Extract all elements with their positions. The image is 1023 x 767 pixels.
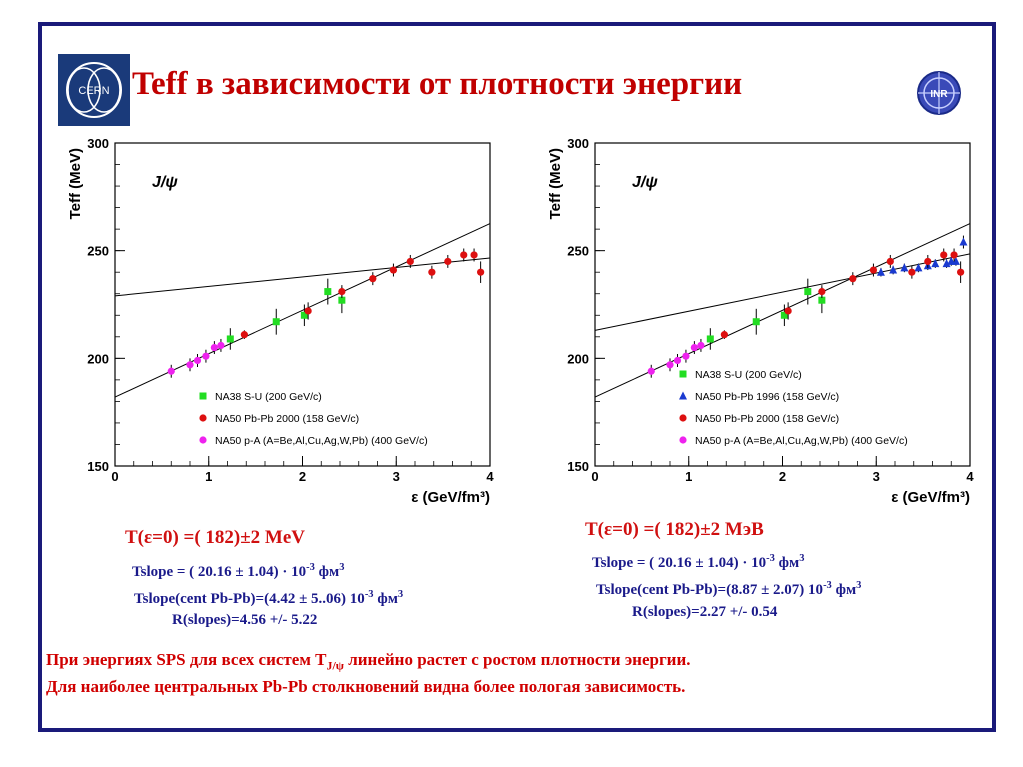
- y-tick-label: 200: [87, 351, 109, 367]
- inr-logo-text: INR: [930, 89, 948, 100]
- legend-marker: [199, 414, 206, 421]
- data-point: [908, 269, 915, 276]
- x-axis-label: ε (GeV/fm³): [891, 489, 970, 506]
- y-axis-label: Teff (MeV): [547, 148, 564, 220]
- legend-label: NA50 p-A (A=Be,Al,Cu,Ag,W,Pb) (400 GeV/c): [215, 435, 428, 447]
- data-point: [957, 269, 964, 276]
- cern-logo: [58, 54, 130, 126]
- y-tick-label: 150: [567, 459, 589, 474]
- data-point: [870, 266, 877, 273]
- data-point: [950, 251, 957, 258]
- data-point: [697, 342, 704, 349]
- x-tick-label: 0: [111, 469, 119, 484]
- legend-label: NA50 Pb-Pb 2000 (158 GeV/c): [215, 413, 360, 425]
- y-tick-label: 250: [567, 243, 589, 259]
- chart-right: [540, 128, 980, 508]
- y-axis-label: Teff (MeV): [67, 148, 84, 220]
- data-point: [324, 288, 331, 295]
- data-point: [804, 288, 811, 295]
- legend-marker: [200, 393, 207, 400]
- right-tslope: Tslope = ( $20.16 \pm 1.04) \cdot 10^{-3}$ $фм^3$: [592, 553, 805, 571]
- data-point: [338, 288, 345, 295]
- data-point: [227, 335, 234, 342]
- chart-annotation: J/ψ: [152, 174, 178, 191]
- legend-marker: [199, 436, 206, 443]
- y-tick-label: 300: [87, 136, 109, 151]
- legend-label: NA38 S-U (200 GeV/c): [695, 369, 802, 381]
- legend-label: NA50 p-A (A=Be,Al,Cu,Ag,W,Pb) (400 GeV/c): [695, 435, 908, 447]
- data-point: [785, 307, 792, 314]
- data-point: [707, 335, 714, 342]
- x-tick-label: 2: [298, 469, 307, 484]
- data-point: [940, 251, 947, 258]
- data-point: [849, 275, 856, 282]
- data-point: [721, 331, 728, 338]
- data-point: [211, 344, 218, 351]
- data-point: [470, 251, 477, 258]
- x-tick-label: 2: [778, 469, 787, 484]
- data-point: [390, 266, 397, 273]
- x-axis-label: ε (GeV/fm³): [411, 489, 490, 506]
- data-point: [691, 344, 698, 351]
- data-point: [648, 368, 655, 375]
- data-point: [682, 353, 689, 360]
- chart-annotation: J/ψ: [632, 174, 658, 191]
- left-rslopes: R(slopes)=4.56 +/- 5.22: [172, 612, 318, 628]
- legend-label: NA50 Pb-Pb 2000 (158 GeV/c): [695, 413, 840, 425]
- y-tick-label: 150: [87, 459, 109, 474]
- data-point: [305, 307, 312, 314]
- conclusion-line-1: При энергиях SPS для всех систем $T_{J/\psi}$ линейно растет с ростом плотности энергии.: [46, 650, 691, 673]
- data-point: [194, 357, 201, 364]
- data-point: [241, 331, 248, 338]
- y-tick-label: 250: [87, 243, 109, 259]
- conclusion-line-2: Для наиболее центральных Pb-Pb столкновений видна более пологая зависимость.: [46, 677, 686, 696]
- legend-marker: [679, 414, 686, 421]
- x-tick-label: 1: [205, 469, 213, 484]
- right-rslopes: R(slopes)=2.27 +/- 0.54: [632, 604, 778, 620]
- y-tick-label: 200: [567, 351, 589, 367]
- legend-label: NA38 S-U (200 GeV/c): [215, 391, 322, 403]
- x-tick-label: 3: [872, 469, 880, 484]
- data-point: [477, 269, 484, 276]
- chart-left: [60, 128, 500, 508]
- left-tslope: Tslope = ( $20.16 \pm 1.04) \cdot 10^{-3}$ $фм^3$: [132, 562, 345, 580]
- data-point: [444, 258, 451, 265]
- data-point: [460, 251, 467, 258]
- right-t0: T(ε=0) =( 182)±2 MэВ: [585, 519, 764, 540]
- legend-label: NA50 Pb-Pb 1996 (158 GeV/c): [695, 391, 840, 403]
- data-point: [273, 318, 280, 325]
- data-point: [186, 361, 193, 368]
- data-point: [818, 288, 825, 295]
- x-tick-label: 0: [591, 469, 599, 484]
- left-t0: T(ε=0) =( 182)±2 MeV: [125, 527, 306, 548]
- data-point: [674, 357, 681, 364]
- data-point: [887, 258, 894, 265]
- x-tick-label: 3: [392, 469, 400, 484]
- data-point: [666, 361, 673, 368]
- legend-marker: [680, 371, 687, 378]
- cern-logo-text: CERN: [78, 85, 110, 97]
- legend-marker: [679, 436, 686, 443]
- x-tick-label: 1: [685, 469, 693, 484]
- data-point: [407, 258, 414, 265]
- left-tslope-cent: Tslope(cent Pb-Pb)=(4.42 ± 5..06) $10^{-3}$ $фм^3$: [134, 589, 404, 607]
- data-point: [202, 353, 209, 360]
- data-point: [369, 275, 376, 282]
- data-point: [924, 258, 931, 265]
- x-tick-label: 4: [966, 469, 974, 484]
- x-tick-label: 4: [486, 469, 494, 484]
- y-tick-label: 300: [567, 136, 589, 151]
- slide-title: Teff в зависимости от плотности энергии: [132, 66, 743, 102]
- data-point: [168, 368, 175, 375]
- data-point: [217, 342, 224, 349]
- inr-logo: [916, 70, 962, 116]
- right-tslope-cent: Tslope(cent Pb-Pb)=(8.87 ± 2.07) $10^{-3}$ $фм^3$: [596, 580, 862, 598]
- data-point: [753, 318, 760, 325]
- data-point: [428, 269, 435, 276]
